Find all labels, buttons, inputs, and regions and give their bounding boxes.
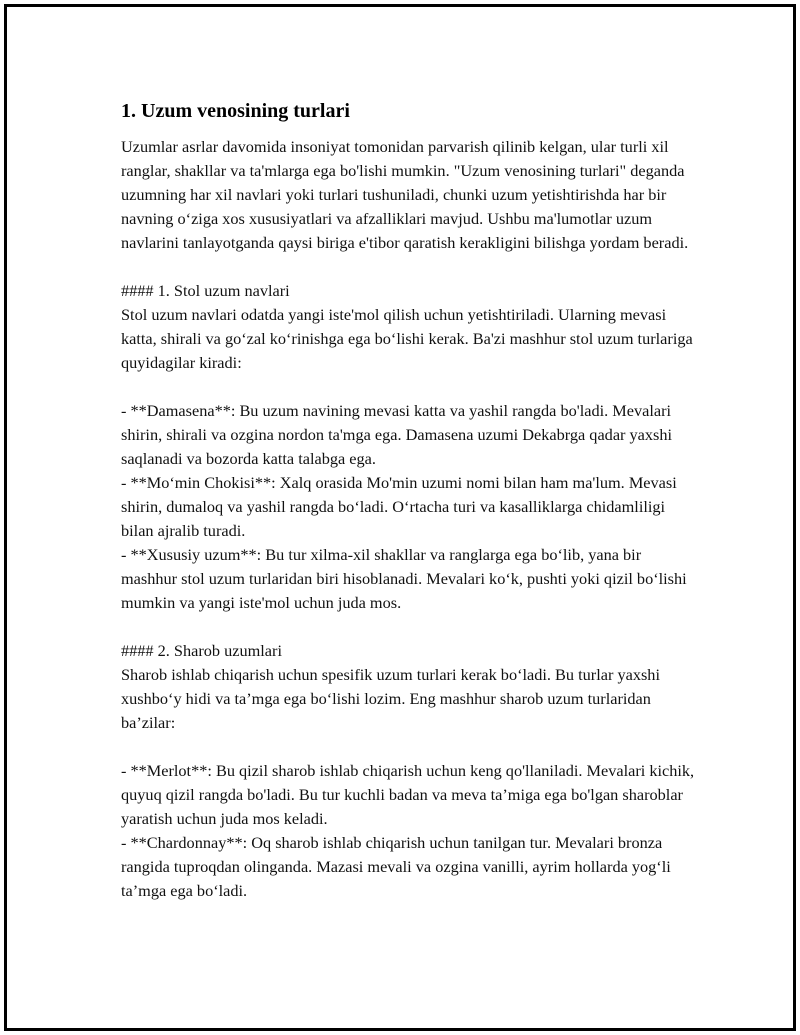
list-item: - **Xususiy uzum**: Bu tur xilma-xil shakllar va ranglarga ega bo‘lib, yana bir mashhur stol uzum turlaridan biri hisoblanadi. Mevalari ko‘k, pushti yoki qizil bo‘lishi mumkin va yangi iste'mol uchun juda mos. xyxy=(121,545,687,612)
section-heading: #### 2. Sharob uzumlari xyxy=(121,641,282,660)
list-item: - **Damasena**: Bu uzum navining mevasi katta va yashil rangda bo'ladi. Mevalari shirin, shirali va ozgina nordon ta'mga ega. Damasena uzumi Dekabrga qadar yaxshi saqlanadi va bozorda katta talabga ega. xyxy=(121,401,673,468)
list-item: - **Merlot**: Bu qizil sharob ishlab chiqarish uchun keng qo'llaniladi. Mevalari kichik, quyuq qizil rangda bo'ladi. Bu tur kuchli badan va meva ta’miga ega bo'lgan sharoblar yaratish uchun juda mos keladi. xyxy=(121,761,695,828)
document-title: 1. Uzum venosining turlari xyxy=(121,100,350,122)
list-item: - **Mo‘min Chokisi**: Xalq orasida Mo'min uzumi nomi bilan ham ma'lum. Mevasi shirin, dumaloq va yashil rangda bo‘ladi. O‘rtacha turi va kasalliklarga chidamliligi bilan ajralib turadi. xyxy=(121,473,677,540)
section-2 xyxy=(121,639,701,903)
section-paragraph: Sharob ishlab chiqarish uchun spesifik uzum turlari kerak bo‘ladi. Bu turlar yaxshi xushbo‘y hidi va ta’mga ega bo‘lishi lozim. Eng mashhur sharob uzum turlaridan ba’zilar: xyxy=(121,665,660,732)
section-gap xyxy=(121,735,701,759)
list-item: - **Chardonnay**: Oq sharob ishlab chiqarish uchun tanilgan tur. Mevalari bronza rangida tuproqdan olinganda. Mazasi mevali va ozgina vanilli, ayrim hollarda yog‘li ta’mga ega bo‘ladi. xyxy=(121,833,671,900)
intro-paragraph: Uzumlar asrlar davomida insoniyat tomonidan parvarish qilinib kelgan, ular turli xil ranglar, shakllar va ta'mlarga ega bo'lishi mumkin. "Uzum venosining turlari" deganda uzumning har xil navlari yoki turlari tushuniladi, chunki uzum yetishtirishda har bir navning o‘ziga xos xususiyatlari va afzalliklari mavjud. Ushbu ma'lumotlar uzum navlarini tanlayotganda qaysi biriga e'tibor qaratish kerakligini bilishga yordam beradi. xyxy=(121,137,689,252)
section-1 xyxy=(121,279,701,615)
section-paragraph: Stol uzum navlari odatda yangi iste'mol qilish uchun yetishtiriladi. Ularning mevasi katta, shirali va go‘zal ko‘rinishga ega bo‘lishi kerak. Ba'zi mashhur stol uzum turlariga quyidagilar kiradi: xyxy=(121,305,693,372)
section-gap xyxy=(121,375,701,399)
section-heading: #### 1. Stol uzum navlari xyxy=(121,281,290,300)
document-page xyxy=(4,4,796,1031)
document-content xyxy=(121,99,701,903)
